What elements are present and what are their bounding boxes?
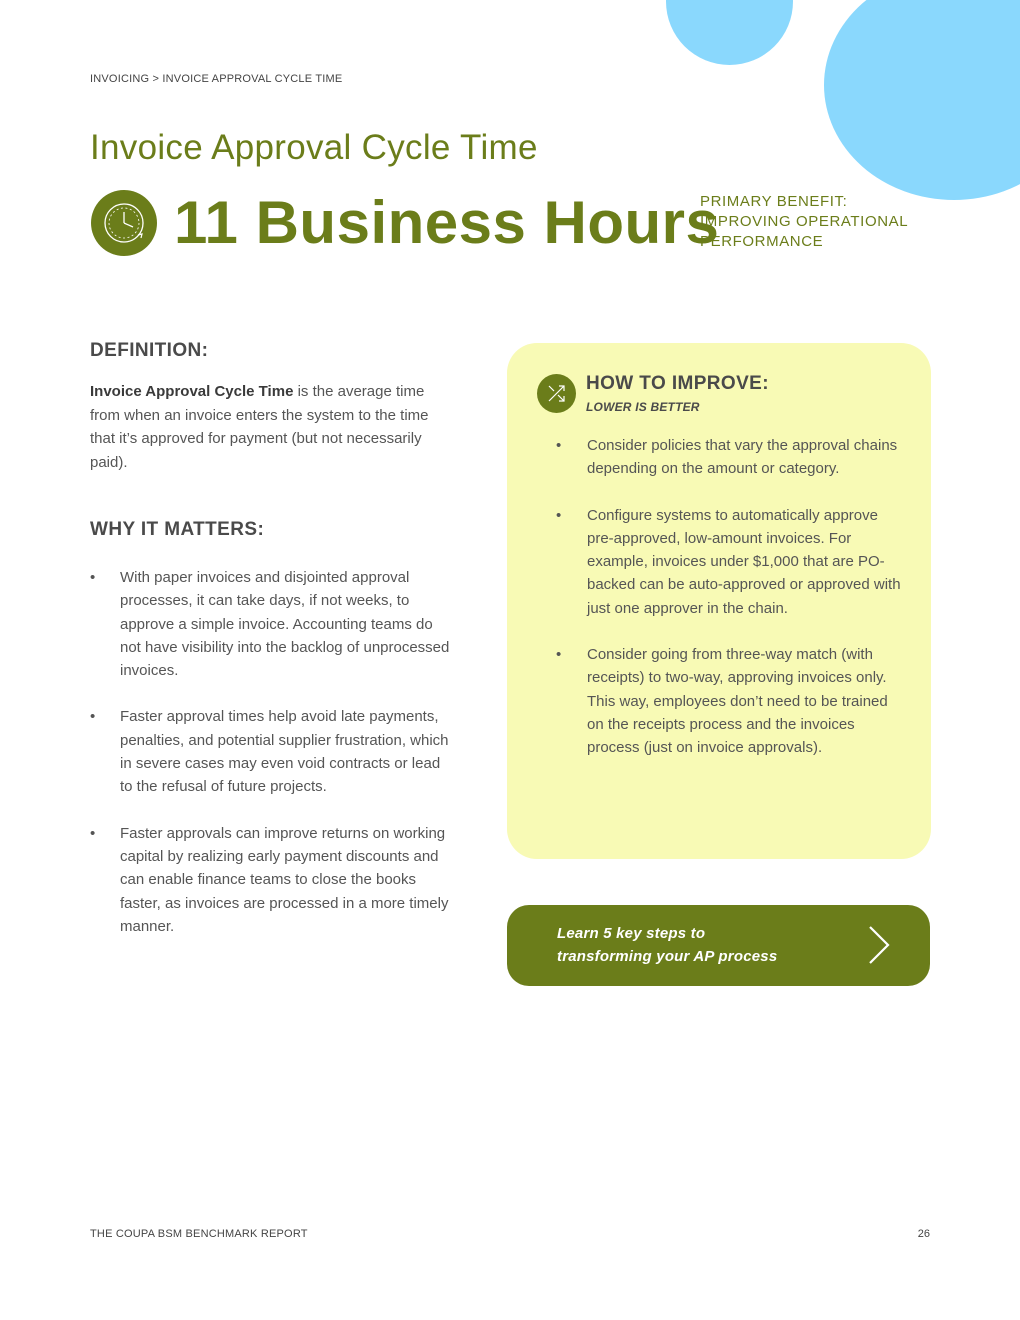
benefit-line-2: IMPROVING OPERATIONAL — [700, 213, 909, 230]
list-item: • Configure systems to automatically approve pre-approved, low-amount invoices. For example, invoices under $1,000 that are PO-backed can be auto-approved or approved with just one approver in the chain. — [556, 504, 906, 620]
improve-heading: HOW TO IMPROVE: — [586, 373, 769, 394]
why-heading: WHY IT MATTERS: — [90, 519, 265, 540]
cta-label — [557, 922, 837, 968]
clock-icon — [91, 190, 157, 256]
page-title: Invoice Approval Cycle Time — [90, 128, 538, 167]
improve-subheading: LOWER IS BETTER — [586, 400, 700, 414]
definition-term: Invoice Approval Cycle Time — [90, 383, 294, 400]
decorative-circle-large — [824, 0, 1020, 200]
list-item: • Consider policies that vary the approval chains depending on the amount or category. — [556, 434, 906, 481]
why-list — [90, 566, 450, 961]
chevron-right-icon — [867, 925, 891, 965]
learn-more-button[interactable] — [507, 905, 930, 986]
footer-report-title: THE COUPA BSM BENCHMARK REPORT — [90, 1228, 308, 1240]
cta-line-2: transforming your AP process — [557, 948, 778, 965]
benefit-line-3: PERFORMANCE — [700, 233, 824, 250]
definition-heading: DEFINITION: — [90, 340, 209, 361]
primary-benefit — [700, 192, 940, 252]
breadcrumb: INVOICING > INVOICE APPROVAL CYCLE TIME — [90, 73, 343, 85]
list-item: • Faster approval times help avoid late payments, penalties, and potential supplier frustration, which in severe cases may even void contracts or lead to the refusal of future projects. — [90, 705, 450, 798]
improve-arrows-icon — [537, 374, 576, 413]
decorative-circle-small — [666, 0, 793, 65]
metric-value: 11 Business Hours — [174, 189, 720, 256]
list-item: • Faster approvals can improve returns on working capital by realizing early payment discounts and can enable finance teams to close the books faster, as invoices are processed in a more timely manner. — [90, 822, 450, 938]
definition-body: is the average time from when an invoice enters the system to the time that it’s approved for payment (but not necessarily paid). — [90, 383, 429, 471]
list-item: • With paper invoices and disjointed approval processes, it can take days, if not weeks, to approve a simple invoice. Accounting teams do not have visibility into the backlog of unprocessed invoices. — [90, 566, 450, 682]
improve-list — [556, 434, 906, 783]
list-item: • Consider going from three-way match (with receipts) to two-way, approving invoices only. This way, employees don’t need to be trained on the receipts process and the invoices process (just on invoice approvals). — [556, 643, 906, 759]
cta-line-1: Learn 5 key steps to — [557, 925, 706, 942]
page-number: 26 — [917, 1228, 930, 1240]
benefit-line-1: PRIMARY BENEFIT: — [700, 193, 848, 210]
definition-text — [90, 380, 440, 474]
